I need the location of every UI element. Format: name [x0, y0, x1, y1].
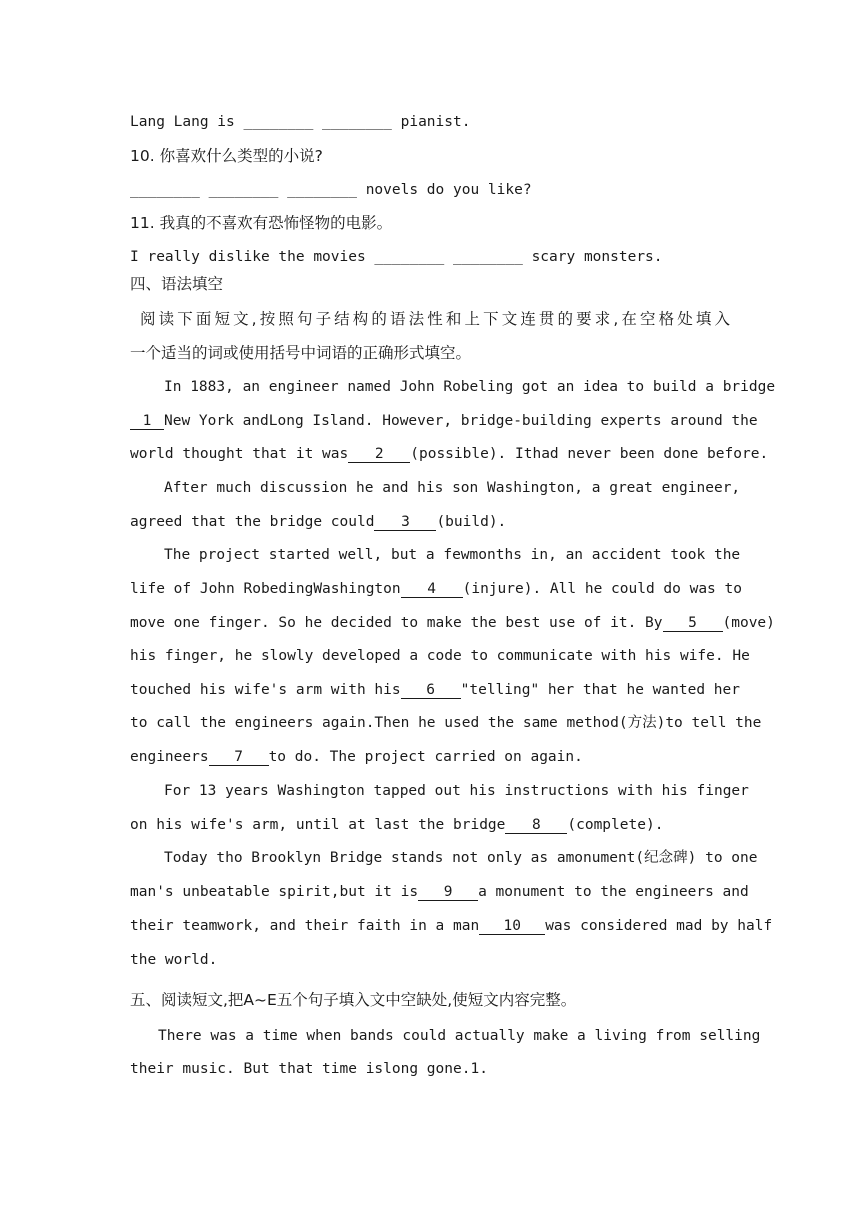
passage-line: life of John RobedingWashington 4 (injure). All he could do was to	[130, 581, 742, 597]
passage-line: For 13 years Washington tapped out his instructions with his finger	[164, 783, 749, 799]
blank-7[interactable]: 7	[209, 749, 269, 766]
section4-heading: 四、语法填空	[130, 275, 224, 293]
passage-line: After much discussion he and his son Washington, a great engineer,	[164, 480, 741, 496]
blank-4[interactable]: 4	[401, 581, 463, 598]
passage-line: In 1883, an engineer named John Robeling got an idea to build a bridge	[164, 379, 776, 395]
passage-line: their music. But that time islong gone.1.	[130, 1061, 488, 1077]
q10-chinese: 10. 你喜欢什么类型的小说?	[130, 147, 323, 165]
passage-line: The project started well, but a fewmonths in, an accident took the	[164, 547, 741, 563]
section5-heading: 五、阅读短文,把A~E五个句子填入文中空缺处,使短文内容完整。	[130, 991, 577, 1009]
passage-line: the world.	[130, 952, 218, 968]
q10-english: ________ ________ ________ novels do you like?	[130, 182, 532, 198]
section4-instruction-line2: 一个适当的词或使用括号中词语的正确形式填空。	[130, 344, 472, 362]
blank-3[interactable]: 3	[374, 514, 436, 531]
q11-chinese: 11. 我真的不喜欢有恐怖怪物的电影。	[130, 214, 393, 232]
section4-instruction-line1: 阅读下面短文,按照句子结构的语法性和上下文连贯的要求,在空格处填入	[140, 310, 730, 328]
blank-2[interactable]: 2	[348, 446, 410, 463]
passage-line: There was a time when bands could actually make a living from selling	[158, 1028, 761, 1044]
q11-english: I really dislike the movies ________ ________ scary monsters.	[130, 249, 663, 265]
blank-1[interactable]: 1	[130, 413, 164, 430]
passage-line: move one finger. So he decided to make the best use of it. By 5 (move)	[130, 615, 775, 631]
blank-9[interactable]: 9	[418, 884, 478, 901]
passage-line: touched his wife's arm with his 6 "telling" her that he wanted her	[130, 682, 740, 698]
passage-line: on his wife's arm, until at last the bridge 8 (complete).	[130, 817, 664, 833]
blank-10[interactable]: 10	[479, 918, 545, 935]
passage-line: man's unbeatable spirit,but it is 9 a monument to the engineers and	[130, 884, 749, 900]
blank-8[interactable]: 8	[505, 817, 567, 834]
passage-line: agreed that the bridge could 3 (build).	[130, 514, 507, 530]
passage-line: his finger, he slowly developed a code to communicate with his wife. He	[130, 648, 750, 664]
passage-line: world thought that it was 2 (possible). Ithad never been done before.	[130, 446, 769, 462]
passage-line: 1 New York andLong Island. However, bridge-building experts around the	[130, 411, 730, 431]
passage-line: Today tho Brooklyn Bridge stands not only as amonument(纪念碑) to one	[164, 850, 758, 866]
q9-sentence: Lang Lang is ________ ________ pianist.	[130, 114, 471, 130]
passage-line: engineers 7 to do. The project carried on again.	[130, 749, 583, 765]
passage-line: their teamwork, and their faith in a man 10 was considered mad by half	[130, 918, 773, 934]
blank-6[interactable]: 6	[401, 682, 461, 699]
blank-5[interactable]: 5	[663, 615, 723, 632]
passage-line: to call the engineers again.Then he used the same method(方法)to tell the	[130, 715, 762, 731]
